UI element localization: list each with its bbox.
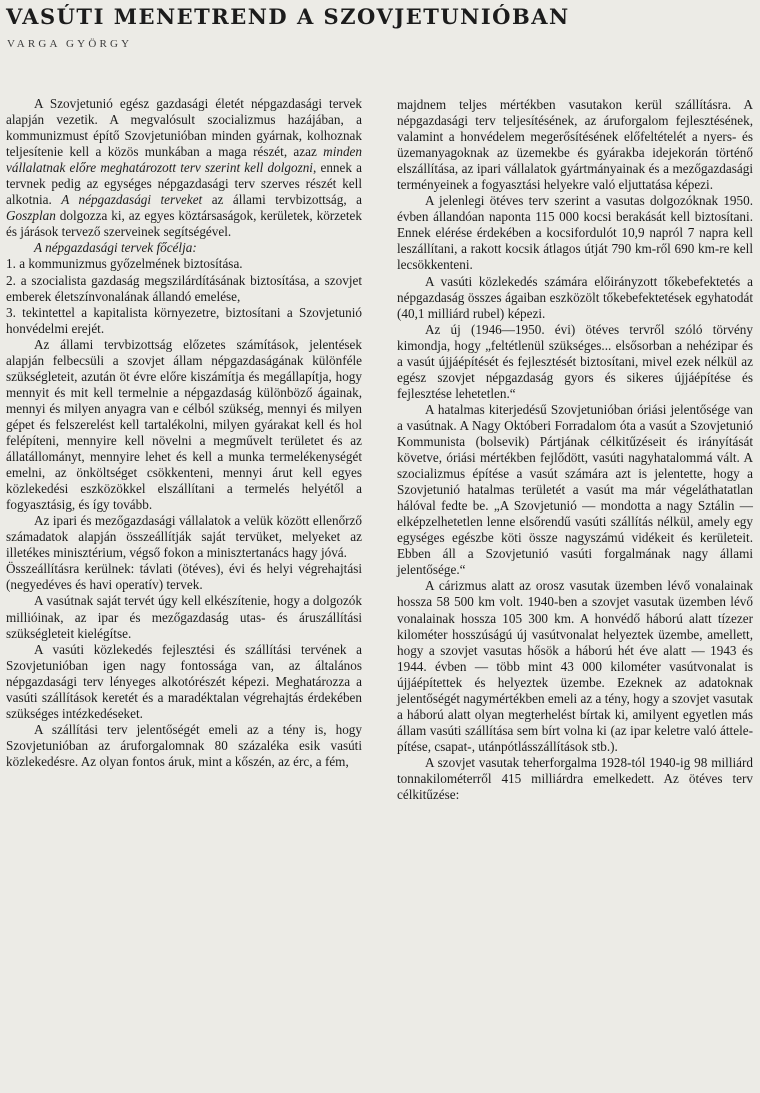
goal-item-3: 3. tekintettel a kapitalista környezetre, biztosítani a Szovjetunió honvédelmi erejét. [6, 304, 362, 336]
paragraph-continued: majdnem teljes mértékben vasutakon kerül szállításra. A népgazdasági terv teljesítésének, az áruforgalom fejlesztésének, valamint a honvédelem megerősítésének előfeltételét a nyers- és üzemanyagoknak az üzemekbe és gyárakba idejekorán történő elszállítása, az ipari vállalatok gyártmányainak és a mezőgazdasági terményeinek a fogyasztási helyekre való eljuttatása képezi. [397, 97, 753, 193]
paragraph: Az új (1946—1950. évi) ötéves tervről szóló törvény kimondja, hogy „feltétlenül szükséges... elsősorban a nehézipar és a vasút újjáépítését és fejlesztését biztosítani, mivel ezek nélkül az egész szovjet népgazdaság gyors és sikeres újjáépítése és fejlesztése lehetetlen.“ [397, 321, 753, 401]
paragraph: A szállítási terv jelentőségét emeli az a tény is, hogy Szovjetunióban az áruforgalomnak 80 százaléka esik vasúti közlekedésre. Az olyan fontos áruk, mint a kőszén, az érc, a fém, [6, 721, 362, 769]
paragraph: A vasúti közlekedés fejlesztési és szállítási tervének a Szovjetunióban igen nagy fontossága van, az általános népgazdasági terv lényeges alkotórészét képezi. Meghatározza a vasúti szállítások keretét és a maradéktalan végrehajtás érdekében szükséges intézkedéseket. [6, 641, 362, 721]
paragraph: A vasúti közlekedés számára előirányzott tőkebefektetés a népgazdaság összes ágaiban eszközölt tőkebefektetések egyhatodát (40,1 milliárd rubel) képezi. [397, 273, 753, 321]
paragraph: Az ipari és mezőgazdasági vállalatok a velük között ellenőrző számadatok alapján összeállítják saját tervüket, melyeket az illetékes minisztérium, végső fokon a minisztertanács hagy jóvá. [6, 513, 362, 561]
right-column [397, 97, 753, 803]
goal-item-2: 2. a szocialista gazdaság megszilárdításának biztosítása, a szovjet emberek életszínvonalának állandó emelése, [6, 272, 362, 304]
emphasis-run: A népgazdasági terveket [61, 192, 203, 208]
left-column [6, 96, 362, 770]
emphasis-run: Goszplan [6, 208, 56, 224]
text-run: dolgozza ki, az egyes köztársaságok, kerületek, körzetek és járások tervező szerveinek segítségével. [6, 208, 362, 240]
paragraph: A cárizmus alatt az orosz vasutak üzemben lévő vonalainak hossza 58 500 km volt. 1940-ben a szovjet vasutak üzemben lévő vonalainak hossza 105 300 km. A honvédő háború alatt tízezer kilométer hosszúságú új vasútvonalat helyeztek üzembe, amellett, hogy a szovjet vasutas hősök a háború hét éve alatt — 1943 és 1944. évben — több mint 43 000 kilométer vasútvonalat is újjáépítettek és helyeztek üzembe. Ezeknek az adatoknak jelentőségét nagymértékben emeli az a tény, hogy a szovjet vasutak a háború alatt olyan megterhelést bírtak ki, amilyent egyetlen más állam vasúti szállítása sem bírt volna ki (az ipar keletre való áttelepítése, csapat-, utánpótlásszállítások stb.). [397, 578, 753, 754]
article-author: VARGA GYÖRGY [7, 38, 133, 50]
paragraph-goals-heading [6, 240, 362, 256]
emphasis-run: minden vállalatnak előre meghatározott terv szerint kell dolgozni [6, 144, 362, 176]
paragraph: A jelenlegi ötéves terv szerint a vasutas dolgozóknak 1950. évben állandóan naponta 115 000 kocsi berakását kell biztosítani. Ennek elérése érdekében a kocsifordulót 10,9 napról 7 napra kell leszállítani, a rakott kocsik átlagos útját 790 km-ről 690 km-re kell lecsökkenteni. [397, 193, 753, 273]
paragraph: A hatalmas kiterjedésű Szovjetunióban óriási jelentősége van a vasútnak. A Nagy Októberi Forradalom óta a vasút a Szovjetunió Kommunista (bolsevik) Pártjának célkitűzéseit és irányítását követve, óriási mértékben fejlődött, vasúti nagyhatalommá vált. A szocializmus építése a vasút számára azt is jelentette, hogy a Szovjetunió hatalmas területét a vasút ma már végeláthatatlan hálóval fedte be. „A Szovjetunió — mondotta a nagy Sztálin — elképzelhetetlen lenne elsőrendű vasúti szállítás nélkül, amely egy egységes egészbe köti össze nagyszámú vidékeit és kerületeit. Ebben áll a Szovjetunió vasúti forgalmának nagy állami jelentősége.“ [397, 401, 753, 578]
paragraph: Összeállításra kerülnek: távlati (ötéves), évi és helyi végrehajtási (negyedéves és havi operatív) tervek. [6, 561, 362, 593]
paragraph: A szovjet vasutak teherforgalma 1928-tól 1940-ig 98 milliárd tonnakilométerről 415 milliárdra emelkedett. Az ötéves terv célkitűzése: [397, 754, 753, 803]
paragraph-intro [6, 96, 362, 240]
text-run: , ennek a tervnek pedig az egységes népgazdasági terv szerves részét kell alkotnia. [6, 160, 363, 208]
article-title: VASÚTI MENETREND A SZOVJETUNIÓBAN [6, 4, 570, 29]
paragraph: Az állami tervbizottság előzetes számítások, jelentések alapján felbecsüli a szovjet állam népgazdaságának különféle szükségleteit, azután öt évre előre kiszámítja és megállapítja, hogy mennyit és mit kell termelnie a népgazdaság különböző ágainak, mennyi és milyen anyagra van e célból szükség, mennyi és milyen gépet és felszerelést kell tartalékolni, milyen gyárakat kell és hol felépíteni, mennyire kell növelni a megművelt területet és az állatállományt, mennyire lehet és kell a munka termelékenységét emelni, az önköltséget csökkenteni, mennyi árut kell egyes közlekedési eszközökkel elszállítani a termelés helyétől a fogyasztásig, és így tovább. [6, 336, 362, 513]
goal-item-1: 1. a kommunizmus győzelmének biztosítása. [6, 256, 243, 272]
emphasis-run: A népgazdasági tervek főcélja: [34, 240, 197, 256]
text-run: A Szovjetunió egész gazdasági életét népgazdasági tervek alapján vezetik. A megvalósult szocializmus hazájában, a kommunizmust építő Szovjetunióban minden gyárnak, kolhoznak teljesítenie kell a közös munkában a maga részét, azaz [6, 96, 362, 160]
paragraph: A vasútnak saját tervét úgy kell elkészítenie, hogy a dolgozók millióinak, az ipar és mezőgazdaság utas- és áruszállítási szükségleteit kielégítse. [6, 593, 362, 641]
text-run: az állami tervbizottság, a [202, 192, 362, 208]
